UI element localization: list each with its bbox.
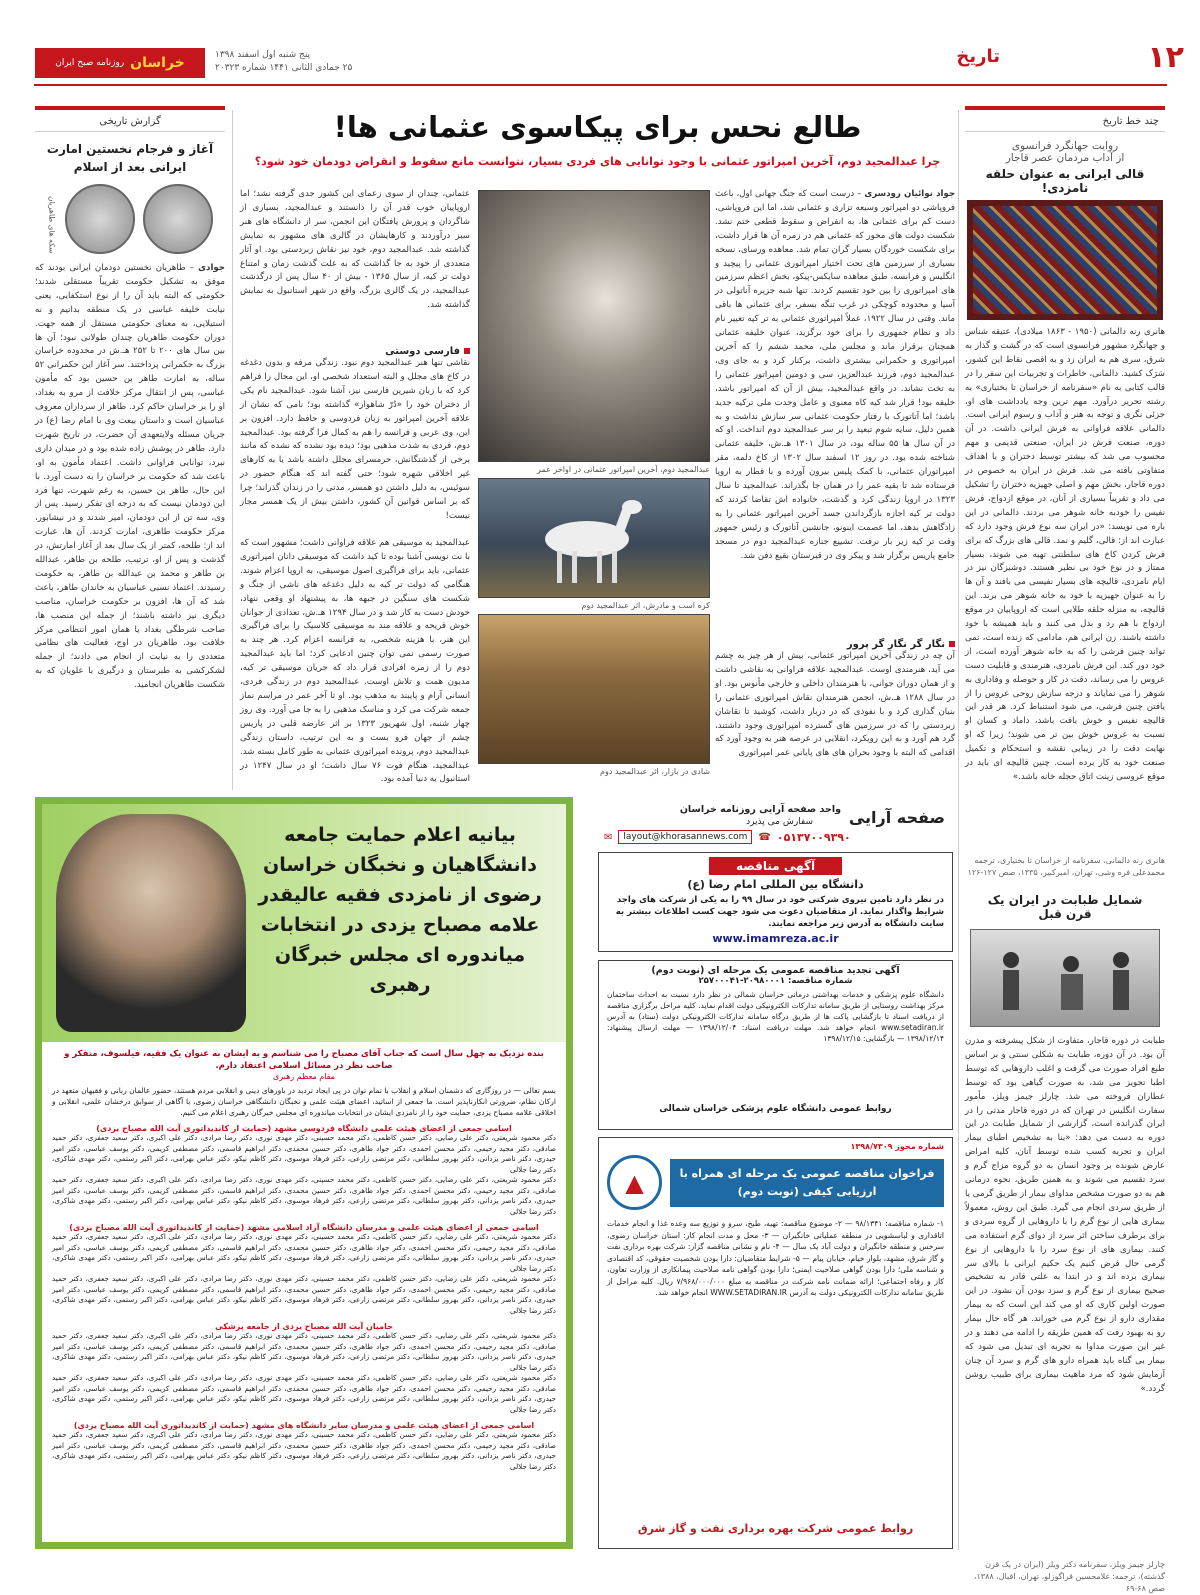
- ad2-number: شماره مناقصه: ۲۰۹۸۰۰۰۱-۲۵۷۰۰۰۴۱: [698, 976, 853, 986]
- painting-horse: [478, 478, 710, 598]
- layout-line2: سفارش می پذیرد: [746, 817, 813, 827]
- layout-service-ad: [598, 800, 953, 850]
- statement-ad: [35, 797, 573, 1549]
- ad3-body: ۱- شماره مناقصه: ۹۸/۱۳۴۱ — ۲- موضوع مناقصه: تهیه، طبخ، سرو و توزیع سه وعده غذا و انجام خدمات اتاقداری و لباسشویی در منطقه عملیاتی خانگیران — ۳- محل و مدت انجام کار: استان خراسان رضوی، سرخس و منطقه خانگیران و دولت آباد یک سال — ۴- نام و نشانی مناقصه گزار: شرکت بهره برداری نفت و گاز شرق، مشهد، بلوار خیام، خیابان پیام — ۵- شرایط متقاضیان: دارا بودن شخصیت حقوقی، کد اقتصادی و شناسه ملی؛ دارا بودن گواهی صلاحیت ایمنی؛ دارا بودن گواهی نامه صلاحیت پیمانکاری از وزارت تعاون، کار و رفاه اجتماعی؛ ارائه ضمانت نامه شرکت در مناقصه به مبلغ ۷/۹۶۸/۰۰۰/۰۰۰ ریال. کلیه مراحل از طریق سامانه تدارکات الکترونیکی دولت به آدرس WWW.SETADIRAN.IR انجام خواهد شد.: [607, 1219, 945, 1297]
- names-list-3: دکتر محمود شریعتی، دکتر علی رضایی، دکتر حسن کاظمی، دکتر محمد حسینی، دکتر مهدی نوری، دکتر رضا مرادی، دکتر علی اکبری، دکتر سعید جعفری، دکتر حمید صادقی، دکتر مجید رحیمی، دکتر محسن احمدی، دکتر جواد طاهری، دکتر حسین محمدی، دکتر ابراهیم قاسمی، دکتر مصطفی کریمی، دکتر یوسف عباسی، دکتر امیر حیدری، دکتر ناصر یزدانی، دکتر بهروز سلطانی، دکتر مرتضی زارعی، دکتر فرهاد موسوی، دکتر کاظم نیکو، دکتر عباس بهرامی، دکتر اکبر رستمی، دکتر مهدی شاکری، دکتر رضا جلالی: [52, 1331, 556, 1372]
- coins-image: [35, 184, 225, 254]
- ad3-title: فراخوان مناقصه عمومی یک مرحله ای همراه با ارزیابی کیفی (نوبت دوم): [670, 1159, 944, 1207]
- kicker-2: از آداب مردمان عصر قاجار: [1005, 152, 1125, 164]
- subhead: چرا عبدالمجید دوم، آخرین امپراتور عثمانی با وجود توانایی های فردی بسیار، نتوانست مانع سقوط و انقراض دودمان خود شود؟: [254, 155, 941, 168]
- article2-body: طبابت در دوره قاجار، متفاوت از شکل پیشرفته و مدرن آن بود. در آن دوره، طبابت به شکلی سنتی و بر اساس طبع افراد صورت می گرفت و اغلب داروهایی که توسط اطبا تجویز می شد، به صورت گیاهی بود که توسط عطاران فروخته می شد. چارلز جیمز ویلز، مأمور سفارت انگلیس در تهران که در دوره قاجار مدتی را در ایران گذرانده است، گزارشی از شمایل طبابت در این دوره به دست می دهد: «بنا به تشخیص اطبای بیمار ایران و تجربه کسب شده توسط آنان، کلیه امراض عارض شونده بر وجود انسان به دو گروه مزاج گرم و سرد تقسیم می شوند و به همین طریق، نحوه درمانی هم به دو صورت مشخص مداوای بیمار از طریق گرمی یا از طریق سردی انجام می گیرد. طبق این روش، معمولاً بیماری هایی از نوع گرم را با داروهایی از گروه سردی و برای برطرف ساختن اثر سرد از دوای گرم استفاده می کنند. بیماری های از نوع سرد را با داروهایی از نوع گرمی حال فرض کنیم یک حکیم ایرانی با بالای سر بیماری برده اند و در ابتدا به علتی قادر به تشخیص صحیح بیماری از نوع گرم و سرد بودن آن نشود. در این صورت اولین کاری که او می کند این است که به بیمار مقداری دارو از نوع گرم می خوراند. هر گاه حال بیمار رو به بهبود رفت که همین طریقه را ادامه می دهند و در غیر این صورت مداوا به تجربه ای تبدیل می شود که بیمار بی گناه باید همراه دارو های گرم و سرد آن چنان آزمایش شود که مرد ماهیت بیماری برای طبیب روشن گردد.»: [965, 1036, 1165, 1394]
- company-logo-icon: ▲: [607, 1155, 662, 1210]
- headline: طالع نحس برای پیکاسوی عثمانی ها!: [333, 110, 862, 144]
- section-title: تاریخ: [956, 46, 1000, 67]
- masthead-logo: [35, 48, 205, 78]
- horse-icon: [477, 479, 709, 599]
- bullet-square-icon: [949, 641, 955, 647]
- ad1-title: آگهی مناقصه: [709, 857, 842, 875]
- names-list-3b: دکتر محمود شریعتی، دکتر علی رضایی، دکتر حسن کاظمی، دکتر محمد حسینی، دکتر مهدی نوری، دکتر رضا مرادی، دکتر علی اکبری، دکتر سعید جعفری، دکتر حمید صادقی، دکتر مجید رحیمی، دکتر محسن احمدی، دکتر جواد طاهری، دکتر حسین محمدی، دکتر ابراهیم قاسمی، دکتر مصطفی کریمی، دکتر یوسف عباسی، دکتر امیر حیدری، دکتر ناصر یزدانی، دکتر بهروز سلطانی، دکتر مرتضی زارعی، دکتر فرهاد موسوی، دکتر کاظم نیکو، دکتر عباس بهرامی، دکتر اکبر رستمی، دکتر مهدی شاکری، دکتر رضا جلالی: [52, 1373, 556, 1414]
- portrait-image: [56, 814, 246, 1032]
- left-column: [35, 106, 225, 791]
- phone-icon: ☎: [758, 831, 771, 843]
- author: جوادی: [198, 263, 225, 273]
- coin-icon: [65, 184, 135, 254]
- image-column: [478, 190, 710, 776]
- statement-quote-src: مقام معظم رهبری: [272, 1072, 335, 1081]
- list-heading-3: حامیان آیت الله مصباح یزدی از جامعه پزشکی: [215, 1322, 393, 1331]
- text-column-b: [240, 188, 470, 787]
- header-rule: [34, 84, 1167, 86]
- ad2-footer: روابط عمومی دانشگاه علوم پزشکی خراسان شمالی: [659, 1104, 892, 1114]
- col-a-body: [715, 188, 955, 633]
- ad1-body: در نظر دارد تامین نیروی شرکتی خود در سال ۹۹ را به یکی از شرکت های واجد شرایط واگذار نماید. از متقاضیان دعوت می شود جهت کسب اطلاعات بیشتر به سایت دانشگاه به آدرس زیر مراجعه نمایند.: [615, 895, 944, 929]
- layout-title: صفحه آرایی: [848, 808, 945, 827]
- coin-caption: سکه های طاهریان: [47, 196, 57, 254]
- article-title: آغاز و فرجام نخستین امارت ایرانی بعد از اسلام: [46, 142, 214, 174]
- statement-quote: بنده نزدیک به چهل سال است که جناب آقای مصباح را می شناسم و به ایشان به عنوان یک فقیه، فیلسوف، متفکر و صاحب نظر در مسائل اسلامی اعتقاد دارم.: [64, 1049, 544, 1071]
- list-heading-4: اسامی جمعی از اعضای هیئت علمی و مدرسان سایر دانشگاه های مشهد (حمایت از کاندیداتوری آیت الله مصباح یزدی): [73, 1421, 535, 1430]
- article2-title: شمایل طبابت در ایران یک قرن قبل: [987, 893, 1143, 921]
- carpet-image: [967, 200, 1163, 320]
- names-list-1b: دکتر محمود شریعتی، دکتر علی رضایی، دکتر حسن کاظمی، دکتر محمد حسینی، دکتر مهدی نوری، دکتر رضا مرادی، دکتر علی اکبری، دکتر سعید جعفری، دکتر حمید صادقی، دکتر مجید رحیمی، دکتر محسن احمدی، دکتر جواد طاهری، دکتر حسین محمدی، دکتر ابراهیم قاسمی، دکتر مصطفی کریمی، دکتر یوسف عباسی، دکتر امیر حیدری، دکتر ناصر یزدانی، دکتر بهروز سلطانی، دکتر مرتضی زارعی، دکتر فرهاد موسوی، دکتر کاظم نیکو، دکتر عباس بهرامی، دکتر اکبر رستمی، دکتر مهدی شاکری، دکتر رضا جلالی: [52, 1175, 556, 1216]
- column-label: چند خط تاریخ: [965, 110, 1165, 132]
- ad3-code: شماره مجوز ۱۳۹۸/۷۳۰۹: [850, 1142, 944, 1151]
- layout-contact: [604, 830, 851, 844]
- list-heading-2: اسامی جمعی از اعضای هیئت علمی و مدرسان دانشگاه آزاد اسلامی مشهد (حمایت از کاندیداتوری آیت الله مصباح یزدی): [69, 1223, 539, 1232]
- col-a2-text: آن چه در زندگی آخرین امپراتور عثمانی، بیش از هر چیز به چشم می آید، هنرمندی اوست. عبدالمجید علاقه فراوانی به نقاشی داشت و از همان دوران جوانی، با هنرمندان داخلی و خارجی مأنوس بود. او در سال ۱۲۸۸ هـ.ش، انجمن هنرمندان نقاش امپراتوری عثمانی را بنیان گذاری کرد و با نفوذی که در دربار داشت، کوشید تا نقاشان زبردستی را که در سرزمین های گسترده امپراتوری وجود داشتند، گرد هم آورد و به این رویکرد، انقلابی در عرصه هنر به وجود آورد که اقدامی که البته با وجود بحران های های پایانی عمر امپراتوری: [715, 651, 955, 759]
- statement-body: بسم تعالی — در روزگاری که دشمنان اسلام و انقلاب با تمام توان در پی ایجاد تردید در باورهای دینی و انقلابی مردم هستند، حضور عالمان ربانی و فقیهان متعهد در ارکان نظام، ضرورتی انکارناپذیر است. ما جمعی از اساتید، اعضای هیئت علمی و نخبگان دانشگاهی خراسان رضوی، با آگاهی از سوابق درخشان علمی، انقلابی و اخلاقی علامه مصباح یزدی، حمایت خود را از نامزدی ایشان در انتخابات میاندوره ای مجلس خبرگان رهبری اعلام می کنیم.: [52, 1086, 556, 1117]
- right-column: [965, 106, 1165, 1593]
- ad1-org: دانشگاه بین المللی امام رضا (ع): [687, 878, 864, 891]
- column-divider: [958, 110, 959, 1550]
- names-list-4: دکتر محمود شریعتی، دکتر علی رضایی، دکتر حسن کاظمی، دکتر محمد حسینی، دکتر مهدی نوری، دکتر رضا مرادی، دکتر علی اکبری، دکتر سعید جعفری، دکتر حمید صادقی، دکتر مجید رحیمی، دکتر محسن احمدی، دکتر جواد طاهری، دکتر حسین محمدی، دکتر ابراهیم قاسمی، دکتر مصطفی کریمی، دکتر یوسف عباسی، دکتر امیر حیدری، دکتر ناصر یزدانی، دکتر بهروز سلطانی، دکتر مرتضی زارعی، دکتر فرهاد موسوی، دکتر کاظم نیکو، دکتر عباس بهرامی، دکتر اکبر رستمی، دکتر مهدی شاکری، دکتر رضا جلالی: [52, 1430, 556, 1471]
- names-list-2: دکتر محمود شریعتی، دکتر علی رضایی، دکتر حسن کاظمی، دکتر محمد حسینی، دکتر مهدی نوری، دکتر رضا مرادی، دکتر علی اکبری، دکتر سعید جعفری، دکتر حمید صادقی، دکتر مجید رحیمی، دکتر محسن احمدی، دکتر جواد طاهری، دکتر حسین محمدی، دکتر ابراهیم قاسمی، دکتر مصطفی کریمی، دکتر یوسف عباسی، دکتر امیر حیدری، دکتر ناصر یزدانی، دکتر بهروز سلطانی، دکتر مرتضی زارعی، دکتر فرهاد موسوی، دکتر کاظم نیکو، دکتر عباس بهرامی، دکتر اکبر رستمی، دکتر مهدی شاکری، دکتر رضا جلالی: [52, 1232, 556, 1273]
- subheading-1: [715, 639, 955, 650]
- list-heading-1: اسامی جمعی از اعضای هیئت علمی دانشگاه فردوسی مشهد (حمایت از کاندیداتوری آیت الله مصباح یزدی): [96, 1124, 512, 1133]
- names-list-2b: دکتر محمود شریعتی، دکتر علی رضایی، دکتر حسن کاظمی، دکتر محمد حسینی، دکتر مهدی نوری، دکتر رضا مرادی، دکتر علی اکبری، دکتر سعید جعفری، دکتر حمید صادقی، دکتر مجید رحیمی، دکتر محسن احمدی، دکتر جواد طاهری، دکتر حسین محمدی، دکتر ابراهیم قاسمی، دکتر مصطفی کریمی، دکتر یوسف عباسی، دکتر امیر حیدری، دکتر ناصر یزدانی، دکتر بهروز سلطانی، دکتر مرتضی زارعی، دکتر فرهاد موسوی، دکتر کاظم نیکو، دکتر عباس بهرامی، دکتر اکبر رستمی، دکتر مهدی شاکری، دکتر رضا جلالی: [52, 1274, 556, 1315]
- statement-title: بیانیه اعلام حمایت جامعه دانشگاهیان و نخبگان خراسان رضوی از نامزدی فقیه عالیقدر علامه مصباح یزدی در انتخابات میاندوره ای مجلس خبرگان رهبری: [258, 824, 542, 996]
- page-header: [0, 0, 1200, 90]
- col-a-text: – درست است که جنگ جهانی اول، باعث فروپاشی دو امپراتور وسیعه تزاری و عثمانی شد، اما این فروپاشی، دست کم برای عثمانی ها، به انقراض و سقوط قطعی ختم نشد. شکست دولت های محور که عثمانی هم در زمره آن ها قرار داشت، برای شکست خوردگان بسیار گران تمام شد. معاهده ورسای، نسخه بسیاری از سرزمین های تحت اختیار امپراتوری عثمانی را پیچید و انگلیس و فرانسه، طبق معاهده سایکس-پیکو، بخش اعظم سرزمین های امپراتوری را بین خود تقسیم کردند. تنها شبه جزیره آناتولی در آسیا و محدوده کوچکی در غرب تنگه بسفر، برای عثمانی ها باقی ماند. وقتی در سال ۱۹۲۲، عملاً امپراتوری عثمانی به تر کیه تغییر نام داد و نظام جمهوری را برای خود برگزید، عنوان خلیفه عثمانی همچنان برقرار ماند و مجلس ملی، محمد ششم را که آخرین امپراتوری و حکمرانی بیشتری داشت، برکنار کرد و به جای وی، عبدالمجید دوم، فرزند عبدالعزیز، سی و دومین امپراتور عثمانی را به تخت نشاند. در واقع عبدالمجید، بیش از آن که امپراتور باشد، خلیفه بود! قرار شد کیه کاه معنوی و عامل وحدت ملی ترکیه جدید باشد؛ اما آتاتورک با رفتار حکومت عثمانی سر سازش نداشت و به همین دلیل، سایه شوم تبعید را بر سر عبدالمجید دوم انداخت. او که در آن سال ها ۵۵ ساله بود، در سال ۱۳۰۱ هـ.ش، خلیفه عثمانی شناخته شده بود. در روز ۱۲ اسفند سال ۱۳۰۲ از کاخ دلمه، مقر امپراتوران عثمانی، با کمک پلیس بیرون آورده و با قطار به اروپا فرستاده شد تا بقیه عمر را در همان جا بگذراند. عبدالمجید تا سال ۱۳۲۳ در اروپا زندگی کرد و گذشت، خانواده اش تقاضا کردند که دولت تر کیه اجازه بازگرداندن جسد آخرین امپراتور عثمانی را به زادگاهش بدهد، اما عصمت اینونو، جانشین آتاتورک و رئیس جمهور وقت تر کیه زیر بار نرفت. تشییع جنازه عبدالمجید دوم در مسجد جامع پاریس برگزار شد و پیکر وی در قبرستان بقیع دفن شد.: [715, 189, 955, 561]
- subheading-2-text: فارسی دوستی: [385, 346, 460, 357]
- ad2-body: دانشگاه علوم پزشکی و خدمات بهداشتی درمانی خراسان شمالی در نظر دارد نسبت به احداث ساختمان مرکز بهداشت روستایی از طریق سامانه تدارکات الکترونیکی دولت اقدام نماید. کلیه مراحل برگزاری مناقصه از دریافت اسناد تا بازگشایی پاکت ها از طریق درگاه سامانه تدارکات الکترونیکی دولت (ستاد) به آدرس www.setadiran.ir انجام خواهد شد. مهلت دریافت اسناد: ۱۳۹۸/۱۲/۰۴ — مهلت ارسال پیشنهاد: ۱۳۹۸/۱۲/۱۴ — بازگشایی: ۱۳۹۸/۱۲/۱۵: [607, 990, 945, 1043]
- tender-ad-medical: [598, 960, 953, 1130]
- photo-abdulmejid: [478, 190, 710, 462]
- mail-icon: ✉: [604, 831, 613, 843]
- col-b-text: عثمانی، چندان از سوی زعمای این کشور جدی گرفته نشد؛ اما اروپاییان خوب قدر آن را دانستند و عبدالمجید، بسیاری از شاگردان و پرورش یافتگان این انجمن، سر از دانشگاه های هنر سبز درآوردند و کارهایشان در گالری های مشهور به نمایش گذاشته شد. عبدالمجید دوم، خود نیز نقاش زبردستی بود. او آثار متعددی از خود به جا گذاشت که به علت گذشت زمان و امتناع دولت تر کیه، از سال ۱۳۶۵ - بیش از ۴۰ سال پس از درگذشت عبدالمجید، در یک گالری بزرگ، واقع در شهر استانبول به نمایش گذاشته شد.: [240, 189, 471, 311]
- left-article-body: [35, 262, 225, 762]
- caption-2: کره اسب و مادرش، اثر عبدالمجید دوم: [581, 601, 710, 610]
- bullet-square-icon: [464, 348, 470, 354]
- tender-ad-imamreza: [598, 852, 953, 952]
- page-number: ١٢: [1147, 40, 1184, 75]
- col-b3-text: عبدالمجید به موسیقی هم علاقه فراوانی داشت؛ مشهور است که با نت نویسی آشنا بوده تا کید داشت که موسیقی دانان امپراتوری عثمانی، باید برای فراگیری اصول موسیقی، به اروپا اعزام شوند. هنگامی که دولت تر کیه به دلیل دغدغه های ناشی از جنگ و شکست های سنگین در جبهه ها، به پیشنهاد او وقعی ننهاد، خودش دست به کار شد و در سال ۱۲۹۴ هـ.ش، تعدادی از جوانان خوش قریحه و علاقه مند به موسیقی کلاسیک را برای فراگیری این هنر، با هزینه شخصی، به فرانسه اعزام کرد. هر چند به صورت رسمی نمی توان چنین ادعایی کرد؛ اما باید عبدالمجید دوم را از زمره افرادی قرار داد که جریان موسیقی تر کیه، مدیون همت و تلاش اوست. عبدالمجید دوم در زندگی فردی، انسانی آرام و پایبند به مذهب بود. او تا آخر عمر در مراسم نماز جمعه شرکت می کرد و مناسک مذهبی را به جا می آورد. وی روز چهار شنبه، اول شهریور ۱۳۲۳ بر اثر عارضه قلبی در پاریس چشم از جهان فرو بست و به این ترتیب، داستان زندگی عبدالمجید دوم، پرونده امپراتوری عثمانی به طور کامل بسته شد. عبدالمجید، هنگام فوت ۷۶ سال داشت؛ او در سال ۱۲۴۷ در استانبول به دنیا آمده بود.: [240, 538, 470, 785]
- article-source: هانری رنه دالمانی، سفرنامه از خراسان تا بختیاری، ترجمه محمدعلی فره وشی، تهران، امیرکبیر، ۱۳۳۵، صص ۱۲۷-۱۲۶: [967, 856, 1165, 877]
- ad2-title: آگهی تجدید مناقصه عمومی یک مرحله ای (نوبت دوم): [651, 965, 900, 976]
- kicker-1: روایت جهانگرد فرانسوی: [1011, 140, 1119, 152]
- subheading-1-text: نگار گر نگار گر پرور: [846, 639, 945, 650]
- medicine-image: [970, 929, 1160, 1027]
- article-body: هانری رنه دالمانی (۱۹۵۰ - ۱۸۶۳ میلادی)، عتیقه شناس و جهانگرد مشهور فرانسوی است که در گشت و گذار به شرق، سری هم به ایران زد و به اقصی نقاط این کشور، سَرَک کشید. دالمانی، خاطرات و تجربیات این سفر را در قالب کتابی به نام «سفرنامه از خراسان تا بختیاری» به رشته تحریر درآورد. مهم ترین وجه یادداشت های او، جزئی نگری و توجه به هنر و آداب و رسوم ایرانی است. دالمانی علاقه فراوانی به فرش ایرانی داشت. در آن دوره، صنعت فرش در ایران، صنعتی قدیمی و مهم محسوب می شد که بیشتر توسط دختران و با اهداف متفاوتی بافته می شد. فرش در ایران به خصوص در دوره قاجار، بخش مهم و اصلی جهیزیه دختران را تشکیل می داد و تقریباً بسیاری از آنان، در موقع ازدواج، فرش نفیس را خودبه خانه شوهر می بردند. دالمانی در این باره می نویسد: «در ایران سه نوع فرش وجود دارد که عبارت اند از: قالی، گلیم و نمد. قالی های بزرگ که برای فرش کردن کاخ های سلطنتی تهیه می شوند، بسیار ممتاز و در نوع خود بی نظیر هستند. دوشیزگان نیز در ایام نامزدی، قالیچه های بسیار نفیسی می بافند و آن ها را به عنوان جهیزیه با خود به خانه شوهر می برند. این قالیچه، به منزله حلقه طلایی است که اروپاییان در موقع ازدواج با هم رد و بدل می کنند و باید همیشه با خود داشته باشند. زن ایرانی هم، مادامی که زنده است، نمی تواند چنین فرشی را که به خانه شوهر آورده است، از خود دور کند. این فرش نامزدی، هنرمندی و قابلیت دست عروس را می رساند، دقت در کار و حوصله و وفاداری به شوهر را می نمایاند و درجه سازش روحی عروس را از یافتن چنین فرشی، می شود استنباط کرد. هر قدر این قالیچه نفیس و خوش بافت باشد، داماد و کسان او نسبت به عروس خوش بین تر می شوند؛ زیرا که او نهایت دقت را در زیبایی نقشه و استحکام و تکمیل صنعت خود به کار برده است. چنین قالیچه ای باید در موقع عروسی زینت اتاق حجله خانه باشد.»: [965, 327, 1165, 782]
- left-body-text: – طاهریان نخستین دودمان ایرانی بودند که موفق به تشکیل حکومت تقریباً مستقلی شدند؛ حکومتی که البته باید آن را از نوع استکفایی، یعنی نیابت خلیفه عباسی در یک منطقه بدانیم و نه استیلایی، به معنای حکومتی مستقل از همه جهت. دوران حکومت طاهریان چندان طولانی نبود؛ آن ها بین سال های ۲۰۰ تا ۲۵۲ هـ.ش در محدوده خراسان بزرگ به حکمرانی پرداختند. سر آغاز این حکمرانی ۵۲ ساله، به امارت طاهر بن حسین بود که مأمون عباسی، پس از انتقال مرکز خلافت از مرو به بغداد، او را بر خراسان حاکم کرد. طاهر از سرداران معروف عباسیان است و داستان بیعت وی با امام رضا (ع) در جریان مسئله ولایتعهدی آن حضرت، در تاریخ شهرت دارد. طاهر در پوشش زاده شده بود و در میدان داری نبرد، توانایی فراوانی داشت. اعتماد مأمون به او، باعث شد که حکومت بر خراسان را به دست آورد. با این حال، طاهر بن حسین، به رغم شهرت، تنها فرد این دودمان نیست که به درجه ای تفکر رسید. پس از وی، سه تن از این دودمان، امیر شدند و در نیشابور، مرکز حکومت طاهری، امارت کردند. آن ها، عبارت اند از: طلحه، کمتر از یک سال بعد از آغاز امارتش، در گذشت و پس از او، ترتیب، طلحه بن طاهر، عبدالله بن طاهر و محمد بن عبدالله بن طاهر، به حکومت رسیدند. اعتماد نسبی عباسیان به خاندان طاهر، باعث شد که آن ها، افزون بر حکومت خراسان، مناصب دیگری نیز داشته باشند؛ از جمله این منصب ها، صاحب شرطگی بغداد یا همان امور انتظامی مرکز خلافت بود. طاهریان در اوج، فعالیت های نظامی متعددی را به نیابت از انجام می دادند؛ از جمله لشکرکشی به طبرستان و درگیری با علویان که به شکست طاهریان انجامید.: [35, 263, 225, 691]
- column-label: گزارش تاریخی: [35, 110, 225, 132]
- article-title: قالی ایرانی به عنوان حلقه نامزدی!: [985, 167, 1145, 195]
- date-line-2: ۲۵ جمادی الثانی ۱۴۴۱ شماره ۲۰۳۲۳: [215, 63, 353, 73]
- caption-1: عبدالمجید دوم، آخرین امپراتور عثمانی در اواخر عمر: [537, 465, 710, 474]
- col-b2-text: نقاشی تنها هنر عبدالمجید دوم نبود. زندگی مرفه و بدون دغدغه در کاخ های مجلل و البته استعداد شخصی او، این مجال را فراهم کرد که با زبان شیرین فارسی نیز، آشنا شود. عبدالمجید نام یکی از دختران خود را «دُرّ شاهوار» گذاشته بود؛ نامی که نشان از علاقه آخرین امپراتور به زبان فردوسی و حافظ دارد. افزون بر این، وی عربی و فرانسه را هم به کمال فرا گرفته بود. عبدالمجید دوم، فردی به شدت مذهبی بود؛ دیده بود نشده که نشده که مانند برخی از گذشتگانش، حرمسرای مجلل داشته باشد یا به کارهای غیر اخلاقی شهره شود؛ حتی گفته اند که هنگام حضور در سوئیس، به دلیل داشتن دو همسر، مدتی را در زندان گذراند؛ چرا که بر اساس قوانین آن کشور، داشتن بیش از یک همسر مجاز نیست!: [240, 358, 470, 521]
- logo-text: خراسان: [130, 55, 185, 71]
- layout-phone[interactable]: ۰۵۱۳۷۰۰۹۳۹۰: [776, 830, 851, 844]
- names-list-1: دکتر محمود شریعتی، دکتر علی رضایی، دکتر حسن کاظمی، دکتر محمد حسینی، دکتر مهدی نوری، دکتر رضا مرادی، دکتر علی اکبری، دکتر سعید جعفری، دکتر حمید صادقی، دکتر مجید رحیمی، دکتر محسن احمدی، دکتر جواد طاهری، دکتر حسین محمدی، دکتر ابراهیم قاسمی، دکتر مصطفی کریمی، دکتر یوسف عباسی، دکتر امیر حیدری، دکتر ناصر یزدانی، دکتر بهروز سلطانی، دکتر مرتضی زارعی، دکتر فرهاد موسوی، دکتر کاظم نیکو، دکتر عباس بهرامی، دکتر اکبر رستمی، دکتر مهدی شاکری، دکتر رضا جلالی: [52, 1133, 556, 1174]
- date-line-1: پنج شنبه اول اسفند ۱۳۹۸: [215, 50, 311, 60]
- subheading-2: [240, 346, 470, 357]
- painting-bazaar: [478, 614, 710, 764]
- ad3-footer: روابط عمومی شرکت بهره برداری نفت و گاز شرق: [637, 1522, 914, 1535]
- coin-icon: [143, 184, 213, 254]
- ad1-url[interactable]: www.imamreza.ac.ir: [712, 932, 839, 945]
- layout-email[interactable]: layout@khorasannews.com: [618, 830, 752, 844]
- column-divider: [232, 110, 233, 790]
- statement-header: [42, 804, 566, 1042]
- logo-sub: روزنامه صبح ایران: [55, 58, 125, 68]
- text-column-a: [715, 188, 955, 785]
- tender-ad-oilgas: [598, 1137, 953, 1549]
- article2-source: چارلز جیمز ویلز، سفرنامه دکتر ویلز (ایران در یک قرن گذشته)، ترجمه: غلامحسین قراگوزلو، تهران، اقبال، ۱۳۸۸، صص ۶۸-۶۹: [973, 1560, 1165, 1593]
- medicine-figures-icon: [971, 930, 1159, 1026]
- author: جواد نوائیان رودسری: [864, 189, 956, 199]
- ad3-header: [607, 1155, 944, 1210]
- layout-line1: واحد صفحه آرایی روزنامه خراسان: [679, 804, 841, 815]
- main-article: [240, 106, 955, 791]
- caption-3: شادی در بازار، اثر عبدالمجید دوم: [600, 767, 710, 776]
